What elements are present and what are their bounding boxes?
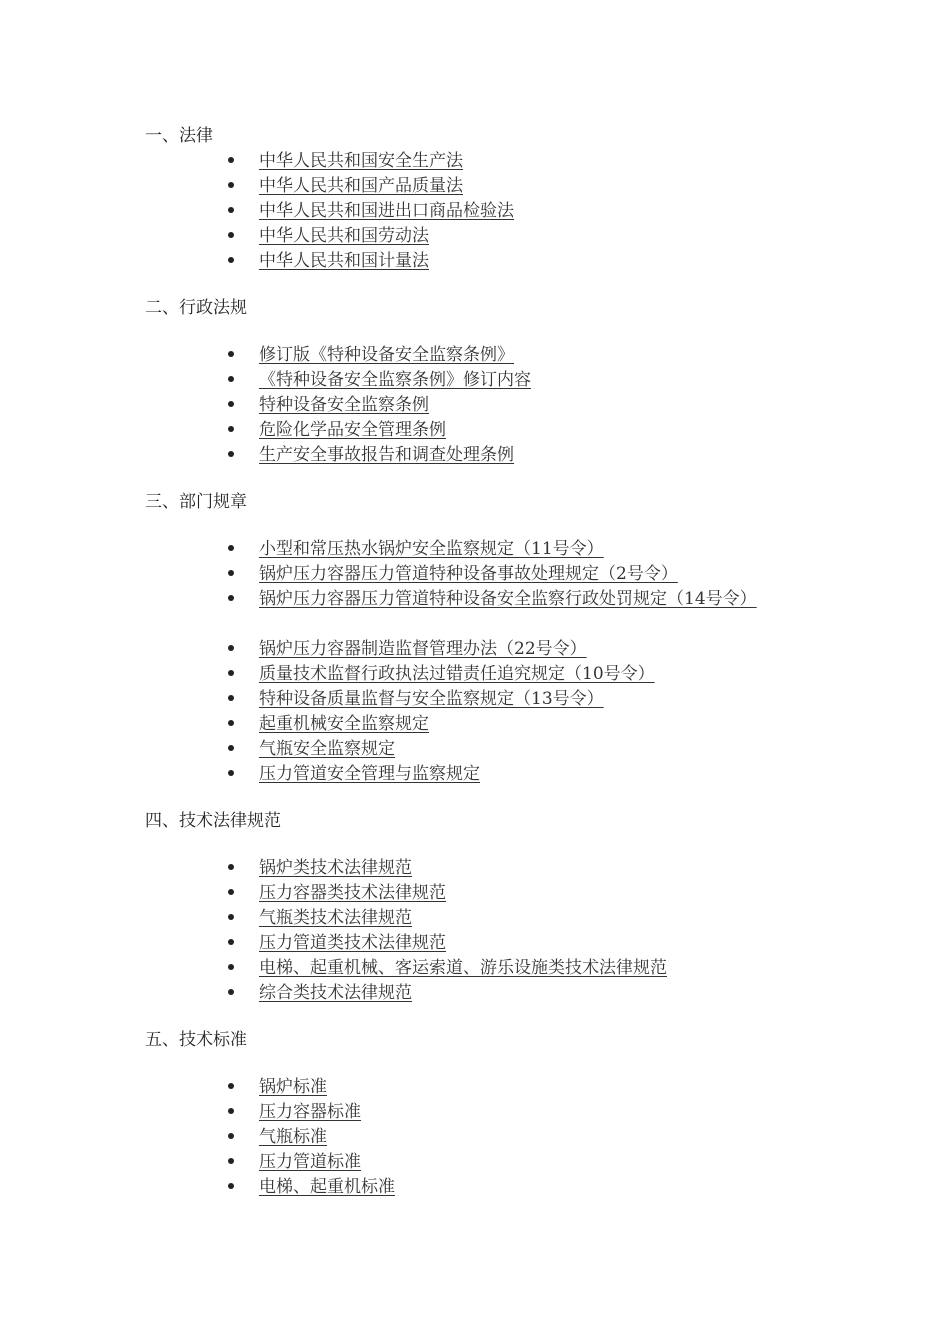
bullet-icon — [228, 545, 234, 551]
list-item — [0, 931, 950, 956]
bullet-icon — [228, 864, 234, 870]
list-item — [0, 249, 950, 274]
department-rules-list — [0, 537, 950, 787]
technical-regulations-list — [0, 856, 950, 1006]
standard-link[interactable]: 气瓶标准 — [259, 1127, 327, 1147]
bullet-icon — [228, 182, 234, 188]
section-heading-department-rules: 三、部门规章 — [145, 492, 247, 512]
bullet-icon — [228, 939, 234, 945]
list-item — [0, 956, 950, 981]
laws-list — [0, 149, 950, 274]
bullet-icon — [228, 670, 234, 676]
list-item — [0, 224, 950, 249]
list-item — [0, 537, 950, 562]
regulation-link[interactable]: 危险化学品安全管理条例 — [259, 420, 446, 440]
list-item — [0, 174, 950, 199]
bullet-icon — [228, 745, 234, 751]
bullet-icon — [228, 232, 234, 238]
section-heading-technical-standards: 五、技术标准 — [145, 1030, 247, 1050]
regulation-link[interactable]: 《特种设备安全监察条例》修订内容 — [259, 370, 531, 390]
rule-link[interactable]: 压力管道安全管理与监察规定 — [259, 764, 480, 784]
bullet-icon — [228, 426, 234, 432]
list-item — [0, 1100, 950, 1125]
bullet-icon — [228, 645, 234, 651]
bullet-icon — [228, 889, 234, 895]
bullet-icon — [228, 720, 234, 726]
bullet-icon — [228, 207, 234, 213]
bullet-icon — [228, 257, 234, 263]
bullet-icon — [228, 914, 234, 920]
list-item — [0, 199, 950, 224]
bullet-icon — [228, 770, 234, 776]
bullet-icon — [228, 401, 234, 407]
list-item — [0, 762, 950, 787]
section-heading-technical-regulations: 四、技术法律规范 — [145, 811, 281, 831]
law-link[interactable]: 中华人民共和国进出口商品检验法 — [259, 201, 514, 221]
rule-link[interactable]: 小型和常压热水锅炉安全监察规定（11号令） — [259, 539, 604, 559]
section-heading-administrative-regulations: 二、行政法规 — [145, 298, 247, 318]
bullet-icon — [228, 1183, 234, 1189]
list-item — [0, 637, 950, 662]
bullet-icon — [228, 1083, 234, 1089]
standard-link[interactable]: 锅炉标准 — [259, 1077, 327, 1097]
list-item — [0, 662, 950, 687]
technical-regulation-link[interactable]: 电梯、起重机械、客运索道、游乐设施类技术法律规范 — [259, 958, 667, 978]
law-link[interactable]: 中华人民共和国产品质量法 — [259, 176, 463, 196]
rule-link[interactable]: 锅炉压力容器制造监督管理办法（22号令） — [259, 639, 587, 659]
technical-regulation-link[interactable]: 综合类技术法律规范 — [259, 983, 412, 1003]
list-item — [0, 687, 950, 712]
bullet-icon — [228, 376, 234, 382]
bullet-icon — [228, 989, 234, 995]
rule-link[interactable]: 锅炉压力容器压力管道特种设备安全监察行政处罚规定（14号令） — [259, 589, 757, 609]
bullet-icon — [228, 695, 234, 701]
law-link[interactable]: 中华人民共和国劳动法 — [259, 226, 429, 246]
regulation-link[interactable]: 特种设备安全监察条例 — [259, 395, 429, 415]
technical-regulation-link[interactable]: 锅炉类技术法律规范 — [259, 858, 412, 878]
rule-link[interactable]: 质量技术监督行政执法过错责任追究规定（10号令） — [259, 664, 655, 684]
list-item — [0, 712, 950, 737]
rule-link[interactable]: 气瓶安全监察规定 — [259, 739, 395, 759]
standard-link[interactable]: 压力容器标准 — [259, 1102, 361, 1122]
bullet-icon — [228, 570, 234, 576]
regulation-link[interactable]: 修订版《特种设备安全监察条例》 — [259, 345, 514, 365]
rule-link[interactable]: 特种设备质量监督与安全监察规定（13号令） — [259, 689, 604, 709]
regulation-link[interactable]: 生产安全事故报告和调查处理条例 — [259, 445, 514, 465]
list-item — [0, 881, 950, 906]
list-item — [0, 149, 950, 174]
bullet-icon — [228, 595, 234, 601]
bullet-icon — [228, 1108, 234, 1114]
list-item — [0, 1125, 950, 1150]
rule-link[interactable]: 锅炉压力容器压力管道特种设备事故处理规定（2号令） — [259, 564, 678, 584]
bullet-icon — [228, 1158, 234, 1164]
technical-regulation-link[interactable]: 压力容器类技术法律规范 — [259, 883, 446, 903]
list-item — [0, 343, 950, 368]
list-item — [0, 856, 950, 881]
administrative-regulations-list — [0, 343, 950, 468]
rule-link[interactable]: 起重机械安全监察规定 — [259, 714, 429, 734]
standard-link[interactable]: 电梯、起重机标准 — [259, 1177, 395, 1197]
bullet-icon — [228, 451, 234, 457]
list-item — [0, 418, 950, 443]
list-item — [0, 1150, 950, 1175]
bullet-icon — [228, 351, 234, 357]
bullet-icon — [228, 964, 234, 970]
law-link[interactable]: 中华人民共和国计量法 — [259, 251, 429, 271]
list-item — [0, 906, 950, 931]
technical-regulation-link[interactable]: 气瓶类技术法律规范 — [259, 908, 412, 928]
bullet-icon — [228, 1133, 234, 1139]
list-item — [0, 1075, 950, 1100]
section-heading-laws: 一、法律 — [145, 126, 213, 146]
list-item — [0, 368, 950, 393]
bullet-icon — [228, 157, 234, 163]
standard-link[interactable]: 压力管道标准 — [259, 1152, 361, 1172]
list-item — [0, 393, 950, 418]
technical-regulation-link[interactable]: 压力管道类技术法律规范 — [259, 933, 446, 953]
list-item — [0, 737, 950, 762]
list-item — [0, 587, 950, 637]
law-link[interactable]: 中华人民共和国安全生产法 — [259, 151, 463, 171]
list-item — [0, 981, 950, 1006]
technical-standards-list — [0, 1075, 950, 1200]
list-item — [0, 1175, 950, 1200]
list-item — [0, 562, 950, 587]
list-item — [0, 443, 950, 468]
